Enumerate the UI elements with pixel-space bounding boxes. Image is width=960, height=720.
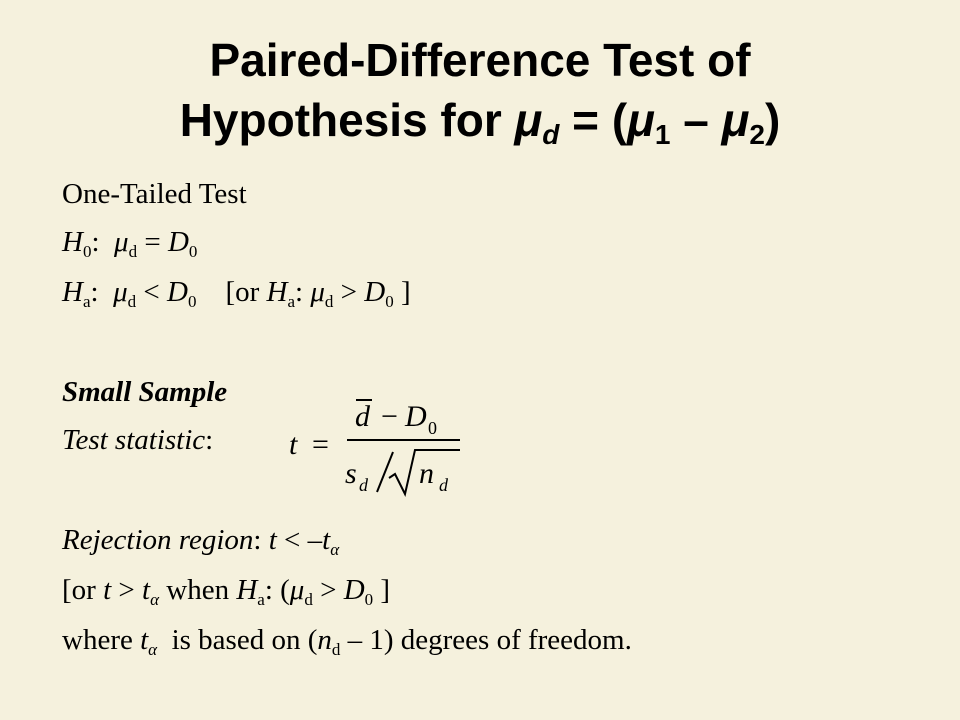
null-hypothesis: $H_0$: $\mu_d = D_0$ bbox=[62, 226, 198, 261]
slide-title bbox=[0, 30, 960, 150]
formula-s: s bbox=[345, 457, 357, 490]
formula-equals: = bbox=[312, 428, 329, 461]
title-mu: μ bbox=[514, 94, 543, 146]
title-sub-2: 2 bbox=[749, 119, 765, 150]
title-sub-1: 1 bbox=[654, 119, 671, 150]
formula-dbar: d bbox=[355, 400, 370, 433]
title-d-sub: d bbox=[542, 119, 560, 150]
title-minus: – bbox=[670, 94, 722, 146]
formula-D-sub: 0 bbox=[428, 418, 437, 438]
formula-slash bbox=[377, 452, 393, 492]
title-line-1: Paired-Difference Test of bbox=[209, 34, 751, 86]
title-mu1: μ bbox=[627, 94, 655, 146]
small-sample-heading: Small Sample bbox=[62, 376, 228, 408]
one-tailed-heading: One-Tailed Test bbox=[62, 178, 247, 210]
test-statistic-label: Test statistic: bbox=[62, 424, 214, 456]
formula-s-sub: d bbox=[359, 475, 368, 495]
formula-D: D bbox=[405, 400, 427, 433]
title-eq: = ( bbox=[559, 94, 628, 146]
formula-n: n bbox=[419, 457, 434, 490]
t-statistic-formula bbox=[285, 388, 475, 505]
formula-n-sub: d bbox=[439, 475, 448, 495]
formula-minus: − bbox=[381, 400, 398, 433]
title-prefix: Hypothesis for bbox=[179, 94, 515, 146]
title-close: ) bbox=[764, 94, 781, 146]
alternative-hypothesis: $H_a$: $\mu_d < D_0$ [or $H_a$: $\mu_d > D_0$ ] bbox=[62, 276, 411, 311]
title-line-2 bbox=[0, 90, 960, 150]
title-mu2: μ bbox=[721, 94, 750, 146]
alternative-rejection: [or $t > t_\alpha$ when $H_a$: ($\mu_d > D_0$ ] bbox=[62, 574, 391, 609]
rejection-region: Rejection region: $t < -t_\alpha$ bbox=[62, 524, 340, 559]
formula-t: t bbox=[289, 428, 298, 461]
degrees-of-freedom-note: where $t_\alpha$ is based on $(n_d - 1)$ degrees of freedom. bbox=[62, 624, 632, 659]
formula-svg bbox=[285, 388, 475, 500]
